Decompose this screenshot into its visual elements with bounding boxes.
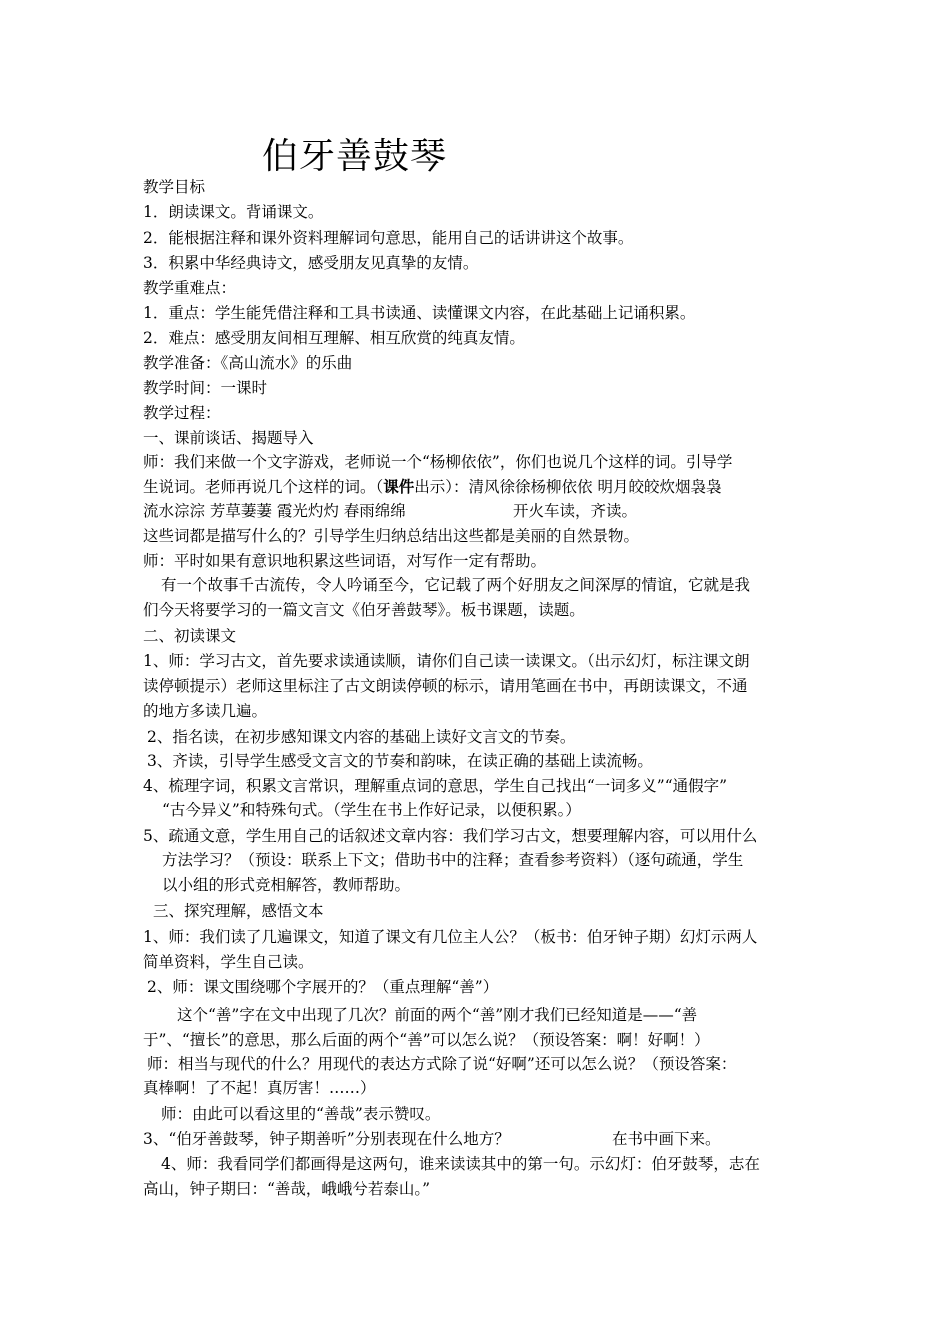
text-line: 2、指名读，在初步感知课文内容的基础上读好文言文的节奏。 xyxy=(147,728,576,746)
text-line: 于”、“擅长”的意思，那么后面的两个“善”可以怎么说？（预设答案：啊！好啊！） xyxy=(143,1031,710,1049)
text-line: 教学目标 xyxy=(143,178,206,196)
text-line xyxy=(143,477,721,497)
text-line: 这些词都是描写什么的？引导学生归纳总结出这些都是美丽的自然景物。 xyxy=(143,527,640,545)
section-heading: 二、初读课文 xyxy=(143,627,237,645)
text-line: 3、齐读，引导学生感受文言文的节奏和韵味，在读正确的基础上读流畅。 xyxy=(147,752,653,770)
section-heading: 一、课前谈话、揭题导入 xyxy=(143,429,314,447)
text-line: 师：平时如果有意识地积累这些词语，对写作一定有帮助。 xyxy=(143,552,547,570)
text-line: 高山，钟子期曰：“善哉，峨峨兮若泰山。” xyxy=(143,1180,431,1198)
section-heading: 教学重难点： xyxy=(143,279,237,297)
text-line: 在书中画下来。 xyxy=(612,1130,721,1148)
text-line: 流水淙淙 芳草萋萋 霞光灼灼 春雨绵绵 xyxy=(143,502,406,520)
text-line: 简单资料，学生自己读。 xyxy=(143,953,314,971)
text-line: 3、“伯牙善鼓琴，钟子期善听”分别表现在什么地方？ xyxy=(143,1130,510,1148)
text-line: 1．重点：学生能凭借注释和工具书读通、读懂课文内容，在此基础上记诵积累。 xyxy=(143,304,696,322)
section-heading: 教学过程： xyxy=(143,404,221,422)
bold-word: 课件 xyxy=(383,477,415,496)
text-line: 的地方多读几遍。 xyxy=(143,702,268,720)
text-line: 4、梳理字词，积累文言常识，理解重点词的意思，学生自己找出“一词多义”“通假字” xyxy=(143,777,728,795)
text-line: 以小组的形式竞相解答，教师帮助。 xyxy=(162,876,411,894)
text-line: 方法学习？（预设：联系上下文；借助书中的注释；查看参考资料）（逐句疏通，学生 xyxy=(162,851,744,869)
text-line: 教学时间：一课时 xyxy=(143,379,268,397)
text-line: 开火车读，齐读。 xyxy=(513,502,638,520)
text-line: 4、师：我看同学们都画得是这两句，谁来读读其中的第一句。示幻灯：伯牙鼓琴，志在 xyxy=(161,1155,760,1173)
text-line: 2．难点：感受朋友间相互理解、相互欣赏的纯真友情。 xyxy=(143,329,525,347)
text-line: 们今天将要学习的一篇文言文《伯牙善鼓琴》。板书课题，读题。 xyxy=(143,601,585,619)
page-title: 伯牙善鼓琴 xyxy=(262,136,448,177)
text-line: 读停顿提示）老师这里标注了古文朗读停顿的标示，请用笔画在书中，再朗读课文，不通 xyxy=(143,677,748,695)
text-line: 师：相当与现代的什么？用现代的表达方式除了说“好啊”还可以怎么说？（预设答案： xyxy=(147,1055,737,1073)
section-heading: 三、探究理解，感悟文本 xyxy=(153,902,324,920)
text-line: 2．能根据注释和课外资料理解词句意思，能用自己的话讲讲这个故事。 xyxy=(143,229,634,247)
text-line: 这个“善”字在文中出现了几次？前面的两个“善”刚才我们已经知道是——“善 xyxy=(177,1006,698,1024)
text-line: 1．朗读课文。背诵课文。 xyxy=(143,203,324,221)
text-line: “古今异义”和特殊句式。（学生在书上作好记录，以便积累。） xyxy=(162,801,581,819)
text-line: 1、师：我们读了几遍课文，知道了课文有几位主人公？（板书：伯牙钟子期）幻灯示两人 xyxy=(143,928,758,946)
text-line: 师：我们来做一个文字游戏，老师说一个“杨柳依依”，你们也说几个这样的词。引导学 xyxy=(143,453,733,471)
text-line: 师：由此可以看这里的“善哉”表示赞叹。 xyxy=(161,1105,441,1123)
text-line: 有一个故事千古流传，令人吟诵至今，它记载了两个好朋友之间深厚的情谊，它就是我 xyxy=(161,576,751,594)
text-line: 1、师：学习古文，首先要求读通读顺，请你们自己读一读课文。（出示幻灯，标注课文朗 xyxy=(143,652,750,670)
text-line: 真棒啊！了不起！真厉害！……） xyxy=(143,1079,376,1097)
text-line: 教学准备：《高山流水》的乐曲 xyxy=(143,354,353,372)
text-line: 3．积累中华经典诗文，感受朋友见真挚的友情。 xyxy=(143,254,479,272)
text-line: 5、疏通文意，学生用自己的话叙述文章内容：我们学习古文，想要理解内容，可以用什么 xyxy=(143,827,758,845)
text-line: 2、师：课文围绕哪个字展开的？（重点理解“善”） xyxy=(147,978,499,996)
text-segment: 生说词。老师再说几个这样的词。（ xyxy=(143,478,384,496)
text-segment: 出示）：清风徐徐杨柳依依 明月皎皎炊烟袅袅 xyxy=(414,478,722,496)
